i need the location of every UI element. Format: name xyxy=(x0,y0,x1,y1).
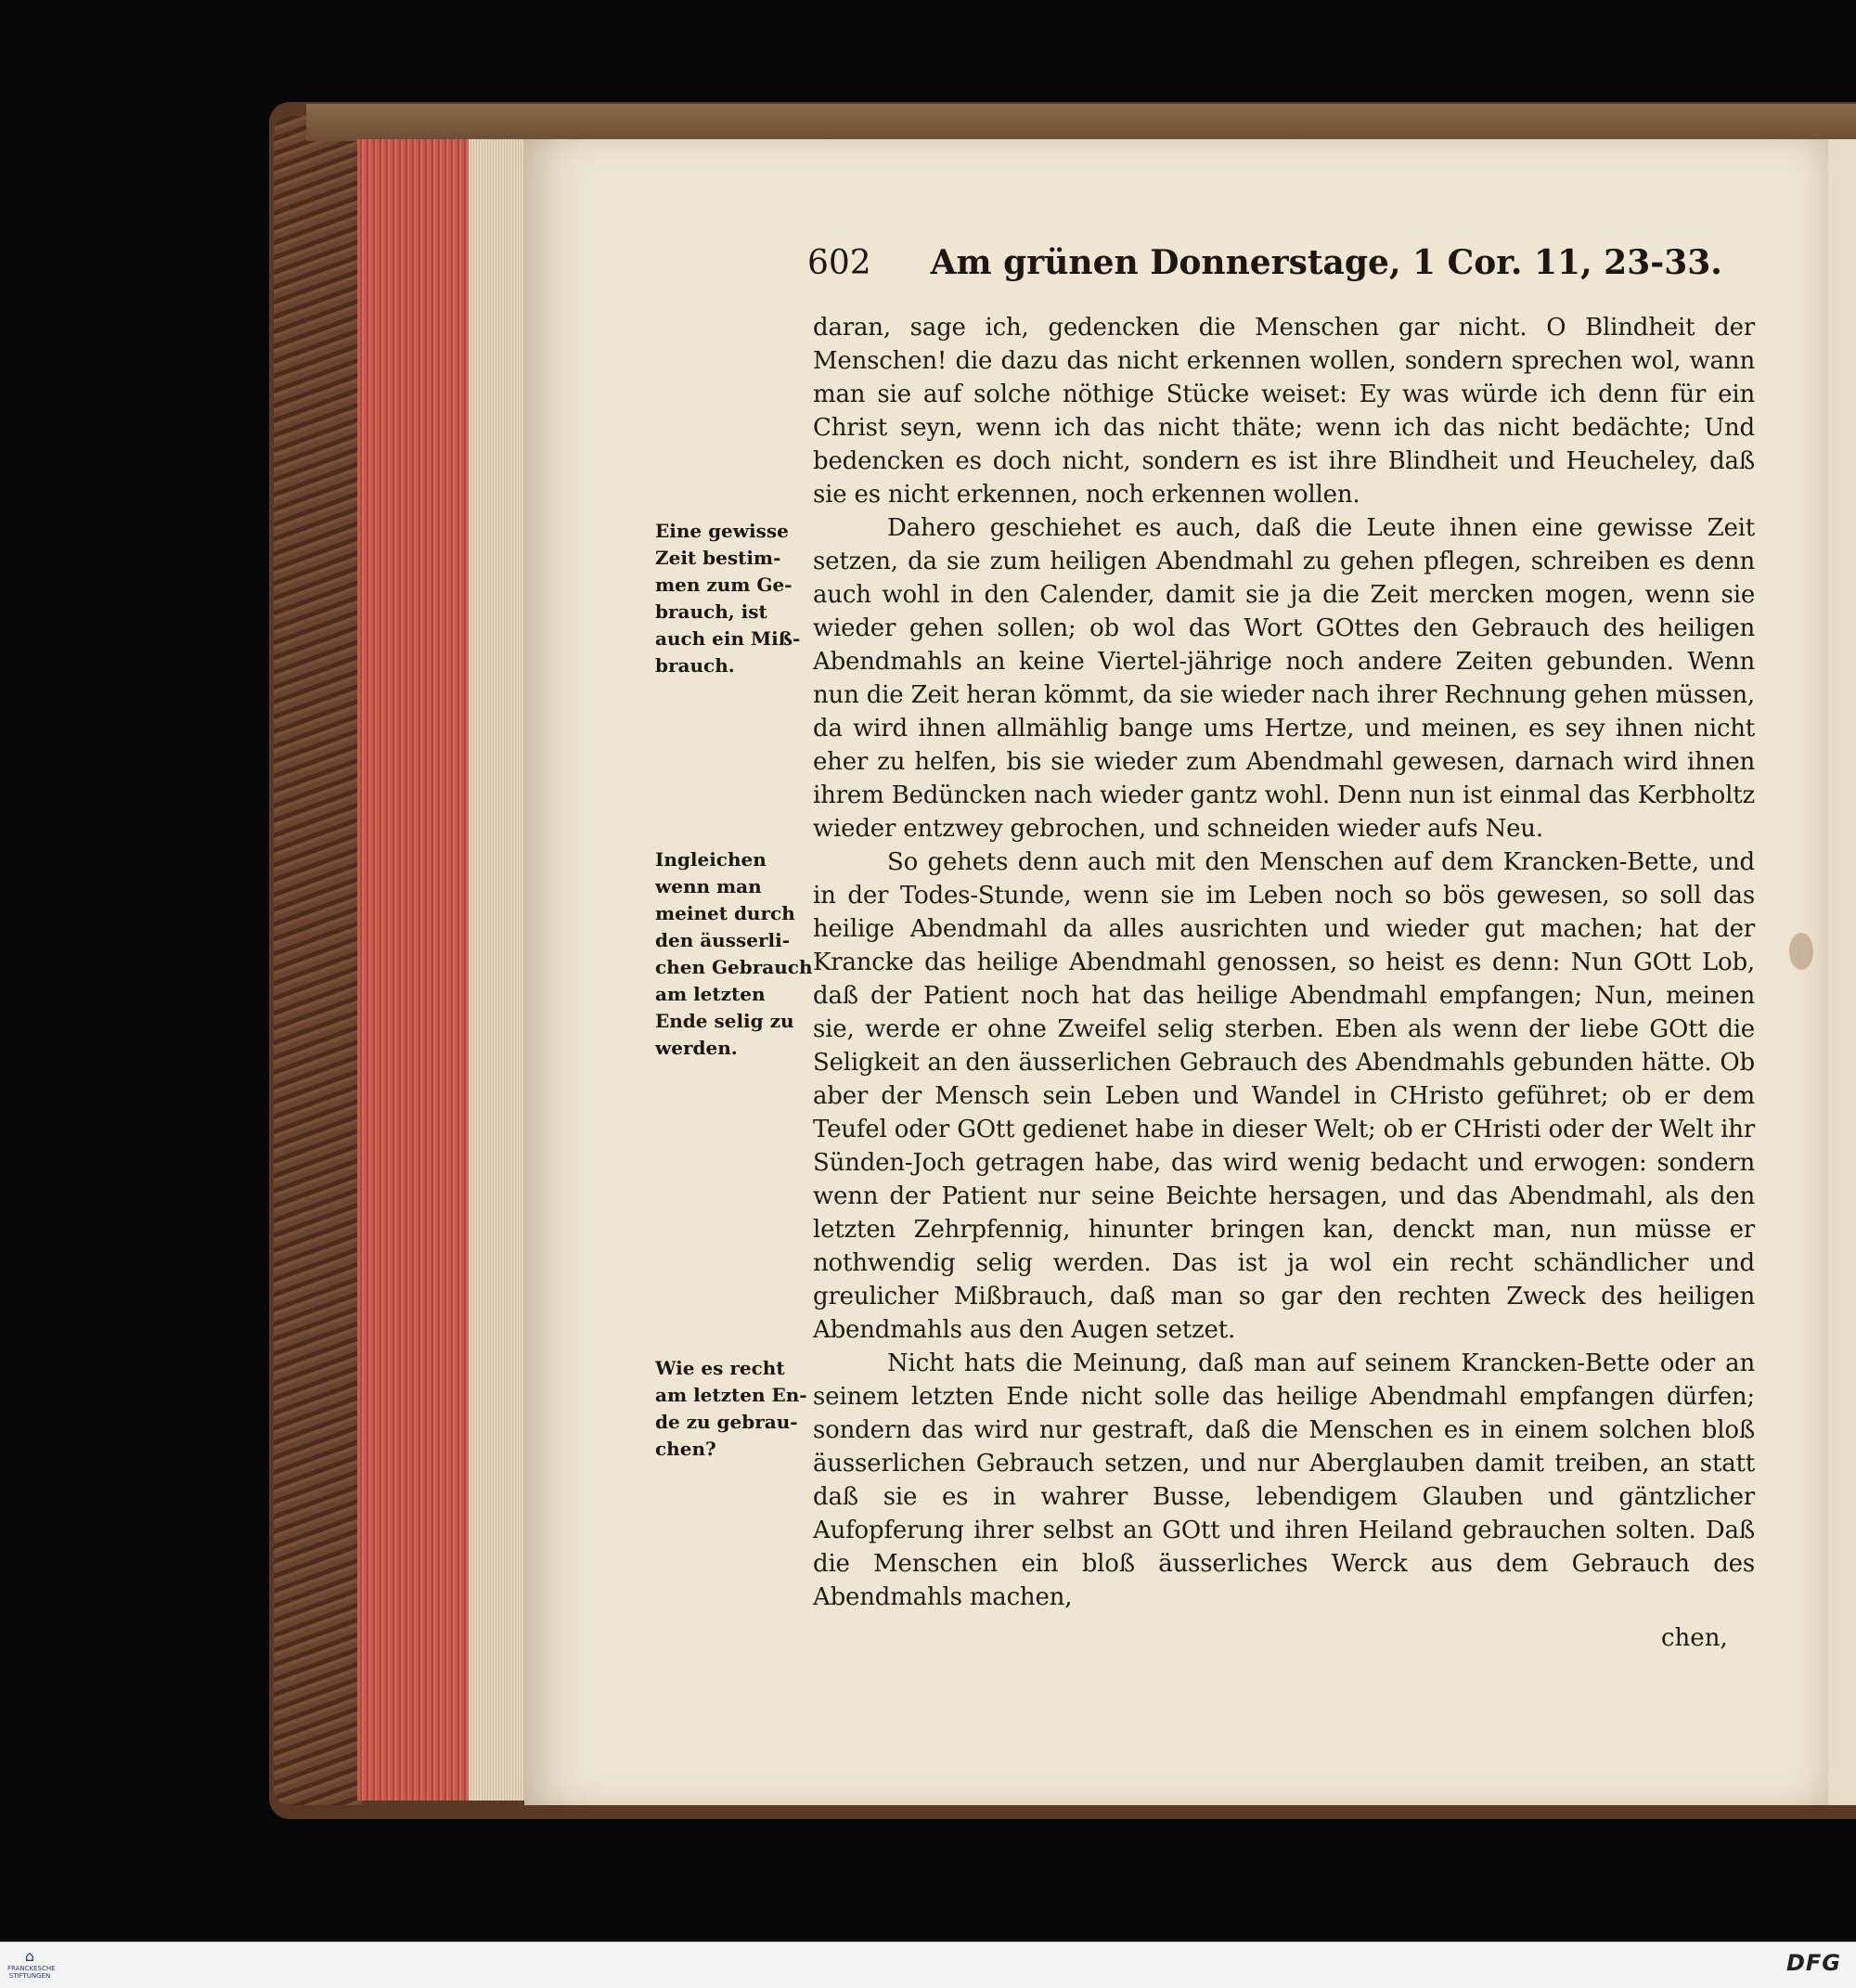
paragraph: Dahero geschiehet es auch, daß die Leute ihnen eine gewisse Zeit setzen, da sie zum heiligen Abendmahl zu gehen pflegen, schreiben es denn auch wohl in den Calender, damit sie ja die Zeit mercken mogen, wenn sie wieder gehen sollen; ob wol das Wort GOttes den Gebrauch des heiligen Abendmahls an keine Viertel-jährige noch andere Zeiten gebunden. Wenn nun die Zeit heran kömmt, da sie wieder nach ihrer Rechnung gehen müssen, da wird ihnen allmählig bange ums Hertze, und meinen, es sey ihnen nicht eher zu helfen, bis sie wieder zum Abendmahl gewesen, darnach wird ihnen ihrem Bedüncken nach wieder gantz wohl. Denn nun ist einmal das Kerbholtz wieder entzwey gebrochen, und schneiden wieder aufs Neu. xyxy=(813,514,1755,843)
dfg-logo[interactable]: DFG xyxy=(1785,1950,1841,1976)
paragraph: So gehets denn auch mit den Menschen auf dem Krancken-Bette, und in der Todes-Stunde, wenn sie im Leben noch so bös gewesen, so soll das heilige Abendmahl da alles ausrichten und wieder gut machen; hat der Krancke das heilige Abendmahl genossen, so heist es denn: Nun GOtt Lob, daß der Patient noch hat das heilige Abendmahl empfangen; Nun, meinen sie, werde er ohne Zweifel selig sterben. Eben als wenn der liebe GOtt die Seligkeit an den äusserlichen Gebrauch des Abendmahls gebunden hätte. Ob aber der Mensch sein Leben und Wandel in CHristo geführet; ob er dem Teufel oder GOtt gedienet habe in dieser Welt; ob er CHristi oder der Welt ihr Sünden-Joch getragen habe, das wird wenig bedacht und erwogen: sondern wenn der Patient nur seine Beichte hersagen, und das Abendmahl, als den letzten Zehrpfennig, hinunter bringen kan, denckt man, nun müsse er nothwendig selig werden. Das ist ja wol ein recht schändlicher und greulicher Mißbrauch, daß man so gar den rechten Zweck des heiligen Abendmahls aus den Augen setzet. xyxy=(813,848,1755,1344)
page-stain xyxy=(1789,933,1813,970)
running-head-title: Am grünen Donnerstage, 1 Cor. 11, 23-33. xyxy=(930,243,1722,282)
paragraph: Nicht hats die Meinung, daß man auf seinem Krancken-Bette oder an seinem letzten Ende nicht solle das heilige Abendmahl empfangen dürfen; sondern das wird nur gestraft, daß die Menschen es in einem solchen bloß äusserlichen Gebrauch setzen, und nur Aberglauben damit treiben, an statt daß sie es in wahrer Busse, lebendigem Glauben und gäntzlicher Aufopferung ihrer selbst an GOtt und ihren Heiland gebrauchen solten. Daß die Menschen ein bloß äusserliches Werck aus dem Gebrauch des Abendmahls machen, xyxy=(813,1349,1755,1611)
binding-top-edge xyxy=(306,104,1856,141)
paragraph: daran, sage ich, gedencken die Menschen gar nicht. O Blindheit der Menschen! die dazu das nicht erkennen wollen, sondern sprechen wol, wann man sie auf solche nöthige Stücke weiset: Ey was würde ich denn für ein Christ seyn, wenn ich das nicht thäte; wenn ich das nicht bedächte; Und bedencken es doch nicht, sondern es ist ihre Blindheit und Heucheley, daß sie es nicht erkennen, noch erkennen wollen. xyxy=(813,314,1755,509)
marginal-note: Ingleichen wenn man meinet durch den äusserli- chen Gebrauch am letzten Ende selig zu werden. xyxy=(655,848,813,1059)
red-page-edges xyxy=(357,139,473,1801)
binding-spine xyxy=(274,116,362,1805)
facing-page-edge xyxy=(1826,139,1856,1805)
catchword: chen, xyxy=(1661,1624,1728,1652)
viewer-footer-bar xyxy=(0,1942,1856,1988)
marginal-note: Wie es recht am letzten En- de zu gebrau- chen? xyxy=(655,1357,807,1460)
running-head xyxy=(807,243,1754,282)
logo-caption: FRANCKESCHE STIFTUNGEN xyxy=(7,1965,56,1980)
building-icon: ⌂ xyxy=(24,1947,35,1965)
main-text-column xyxy=(813,311,1755,1614)
francke-foundation-logo[interactable] xyxy=(7,1947,56,1982)
marginal-note: Eine gewisse Zeit bestim- men zum Ge- brauch, ist auch ein Miß- brauch. xyxy=(655,520,801,677)
page-number: 602 xyxy=(807,244,871,282)
